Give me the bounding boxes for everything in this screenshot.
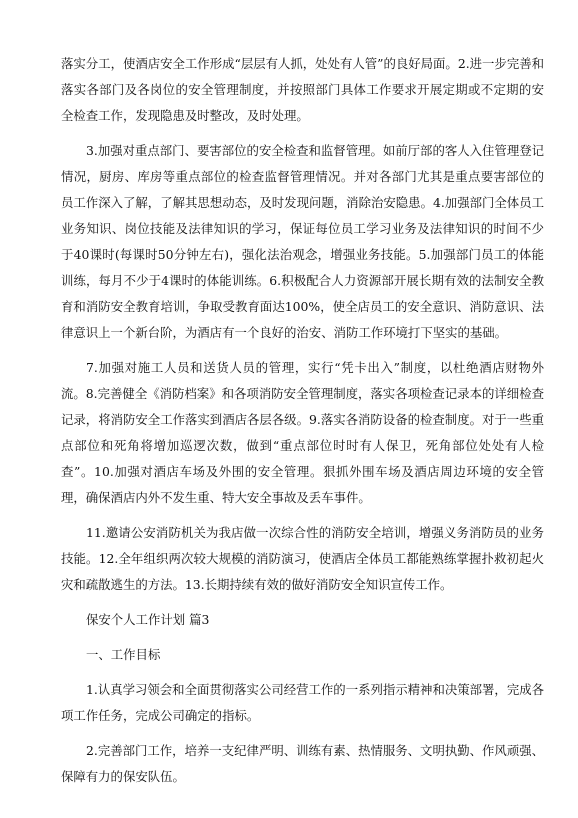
paragraph-1: 落实分工，使酒店安全工作形成“层层有人抓，处处有人管”的良好局面。2.进一步完善和落实各部门及各岗位的安全管理制度，并按照部门具体工作要求开展定期或不定期的安全检查工作，发现隐患及时整改，及时处理。 [61, 56, 544, 123]
paragraph-2: 3.加强对重点部门、要害部位的安全检查和监督管理。如前厅部的客人入住管理登记情况，厨房、库房等重点部位的检查监督管理情况。并对各部门尤其是重点要害部位的员工作深入了解，了解其思想动态，及时发现问题，消除治安隐患。4.加强部门全体员工业务知识、岗位技能及法律知识的学习，保证每位员工学习业务及法律知识的时间不少于40课时(每课时50分钟左右)，强化法治观念，增强业务技能。5.加强部门员工的体能训练，每月不少于4课时的体能训练。6.积极配合人力资源部开展长期有效的法制安全教育和消防安全教育培训，争取受教育面达100%，使全店员工的安全意识、消防意识、法律意识上一个新台阶，为酒店有一个良好的治安、消防工作环境打下坚实的基础。 [61, 143, 544, 340]
paragraph-4: 11.邀请公安消防机关为我店做一次综合性的消防安全培训，增强义务消防员的业务技能。12.全年组织两次较大规模的消防演习，使酒店全体员工都能熟练掌握扑救初起火灾和疏散逃生的方法。13.长期持续有效的做好消防安全知识宣传工作。 [61, 525, 544, 592]
paragraph-3: 7.加强对施工人员和送货人员的管理，实行“凭卡出入”制度，以杜绝酒店财物外流。8.完善健全《消防档案》和各项消防安全管理制度，落实各项检查记录本的详细检查记录，将消防安全工作落实到酒店各层各级。9.落实各消防设备的检查制度。对于一些重点部位和死角将增加巡逻次数，做到“重点部位时时有人保卫，死角部位处处有人检查”。10.加强对酒店车场及外围的安全管理。狠抓外围车场及酒店周边环境的安全管理，确保酒店内外不发生重、特大安全事故及丢车事件。 [61, 360, 544, 505]
goal-paragraph-2: 2.完善部门工作，培养一支纪律严明、训练有素、热情服务、文明执勤、作风顽强、保障有力的保安队伍。 [61, 743, 544, 784]
goal-paragraph-1: 1.认真学习领会和全面贯彻落实公司经营工作的一系列指示精神和决策部署，完成各项工作任务，完成公司确定的指标。 [61, 682, 544, 723]
subsection-title: 一、工作目标 [86, 647, 161, 662]
section-title: 保安个人工作计划 篇3 [86, 612, 210, 627]
